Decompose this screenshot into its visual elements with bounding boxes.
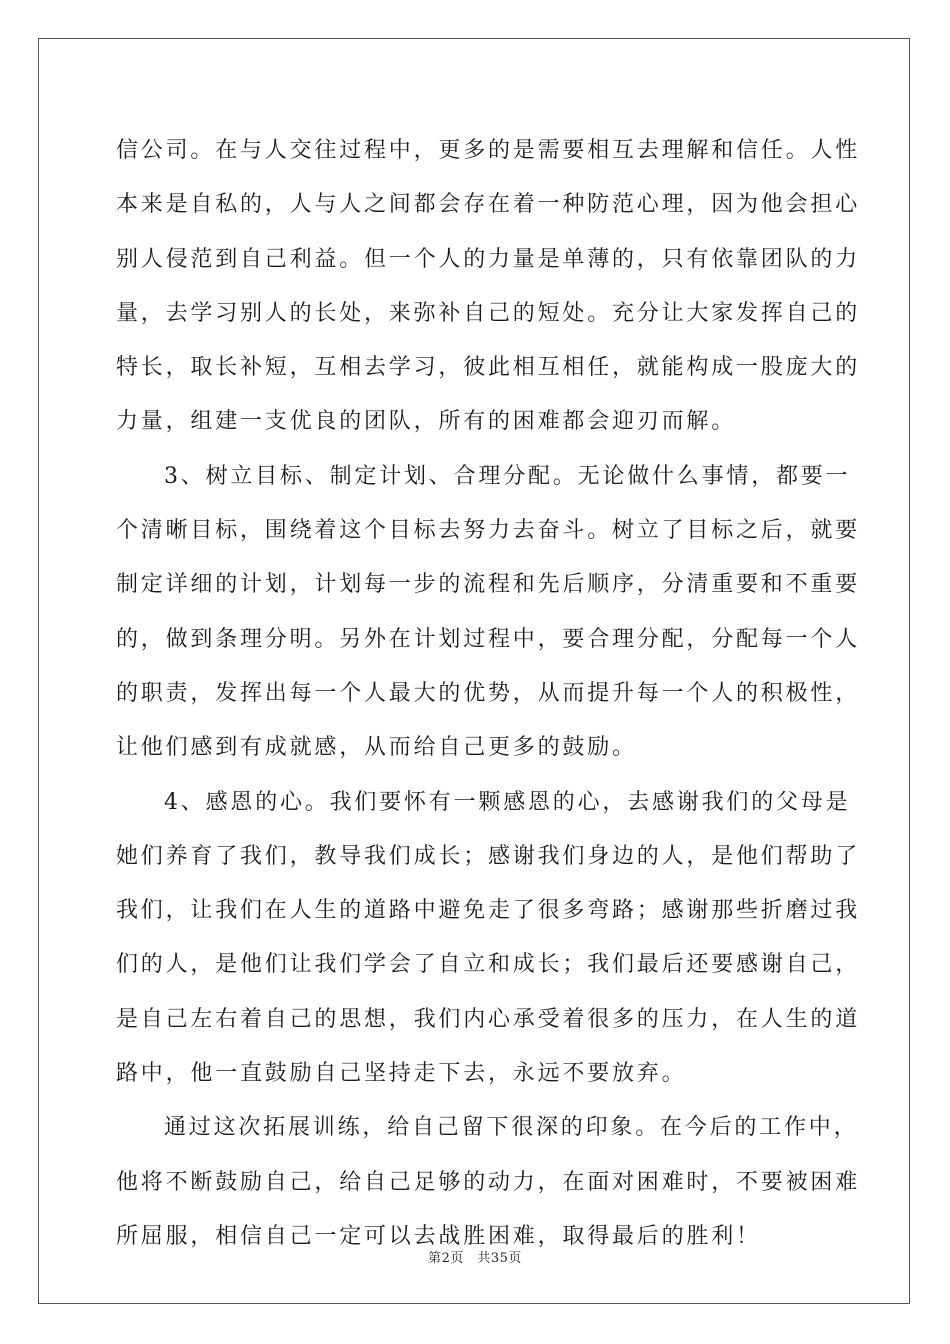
paragraph-first-line: 4、感恩的心。我们要怀有一颗感恩的心，去感谢我们的父母是 — [164, 789, 851, 815]
document-body — [116, 124, 861, 1264]
text-line: 别人侵范到自己利益。但一个人的力量是单薄的，只有依靠团队的力 — [116, 246, 861, 272]
paragraph-first-line: 通过这次拓展训练，给自己留下很深的印象。在今后的工作中， — [164, 1115, 859, 1141]
text-line: 量，去学习别人的长处，来弥补自己的短处。充分让大家发挥自己的 — [116, 300, 861, 326]
text-line: 让他们感到有成就感，从而给自己更多的鼓励。 — [116, 735, 637, 761]
text-line: 制定详细的计划，计划每一步的流程和先后顺序，分清重要和不重要 — [116, 572, 861, 598]
paragraph-first-line: 3、树立目标、制定计划、合理分配。无论做什么事情，都要一 — [164, 463, 851, 489]
text-line: 信公司。在与人交往过程中，更多的是需要相互去理解和信任。人性 — [116, 138, 861, 163]
text-line: 她们养育了我们，教导我们成长；感谢我们身边的人，是他们帮助了 — [116, 843, 861, 869]
text-line: 是自己左右着自己的思想，我们内心承受着很多的压力，在人生的道 — [116, 1006, 861, 1032]
text-line: 路中，他一直鼓励自己坚持走下去，永远不要放弃。 — [116, 1061, 687, 1087]
text-line: 我们，让我们在人生的道路中避免走了很多弯路；感谢那些折磨过我 — [116, 898, 861, 924]
text-line: 的，做到条理分明。另外在计划过程中，要合理分配，分配每一个人 — [116, 626, 861, 652]
text-line: 他将不断鼓励自己，给自己足够的动力，在面对困难时，不要被困难 — [116, 1169, 861, 1195]
text-line: 特长，取长补短，互相去学习，彼此相互相任，就能构成一股庞大的 — [116, 355, 861, 381]
text-line: 所屈服，相信自己一定可以去战胜困难，取得最后的胜利！ — [116, 1223, 761, 1249]
page-number: 第2页 共35页 — [428, 1251, 522, 1266]
text-line: 们的人，是他们让我们学会了自立和成长；我们最后还要感谢自己， — [116, 952, 861, 978]
text-line: 的职责，发挥出每一个人最大的优势，从而提升每一个人的积极性， — [116, 680, 861, 706]
text-line: 本来是自私的，人与人之间都会存在着一种防范心理，因为他会担心 — [116, 192, 861, 218]
text-line: 力量，组建一支优良的团队，所有的困难都会迎刃而解。 — [116, 409, 737, 435]
text-line: 个清晰目标，围绕着这个目标去努力去奋斗。树立了目标之后，就要 — [116, 518, 861, 544]
